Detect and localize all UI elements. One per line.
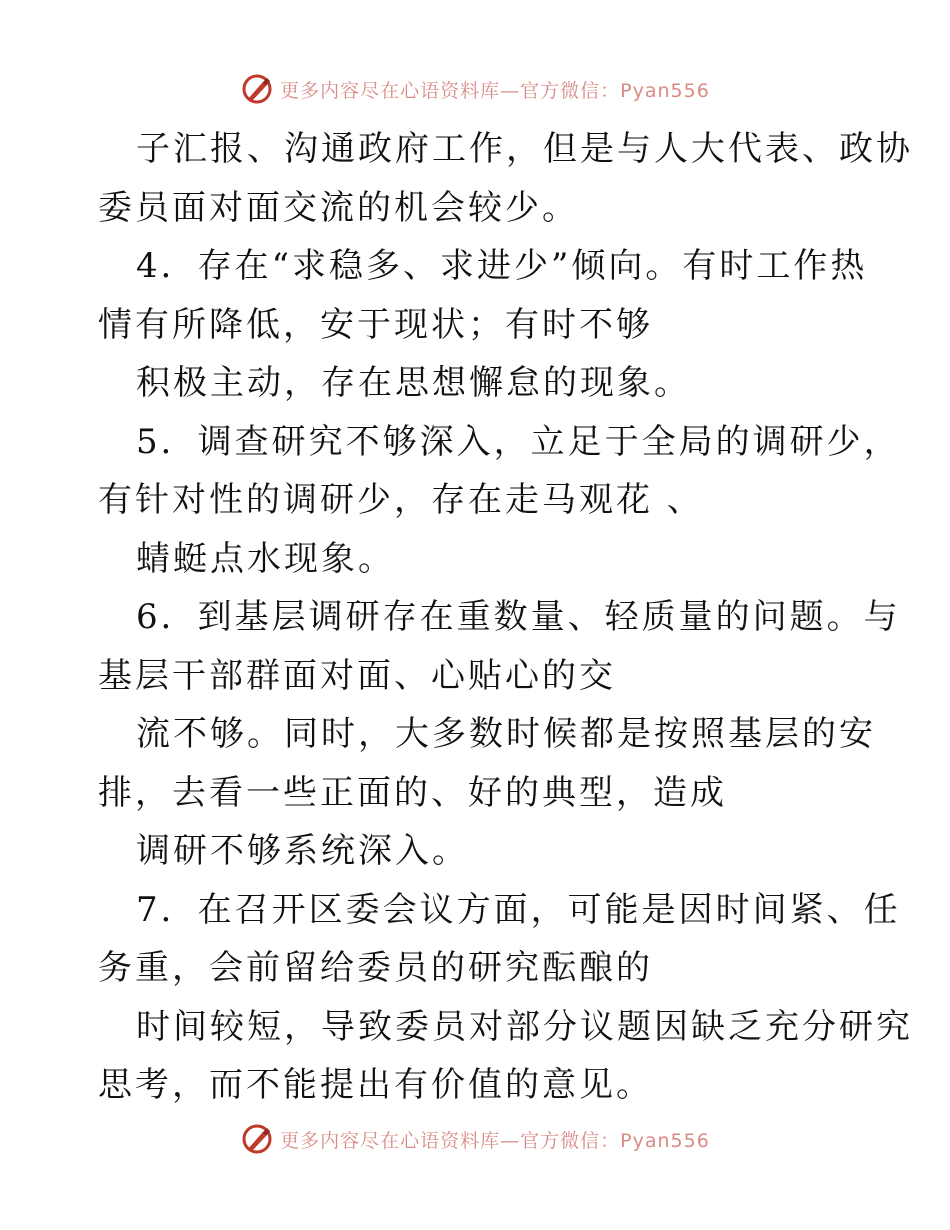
- pen-logo-icon: [240, 1122, 274, 1156]
- text-line: 5．调查研究不够深入，立足于全局的调研少，: [136, 421, 901, 462]
- text-line: 情有所降低，安于现状；有时不够: [98, 304, 653, 345]
- pen-logo-icon: [240, 72, 274, 106]
- watermark-text: 更多内容尽在心语资料库—官方微信：Pyan556: [280, 79, 710, 102]
- text-line: 蜻蜓点水现象。: [136, 538, 395, 579]
- watermark-text: 更多内容尽在心语资料库—官方微信：Pyan556: [280, 1129, 710, 1152]
- text-line: 6．到基层调研存在重数量、轻质量的问题。与: [136, 597, 901, 637]
- text-line: 务重，会前留给委员的研究酝酿的: [98, 948, 653, 988]
- document-body: [98, 120, 913, 1115]
- text-line: 积极主动，存在思想懈怠的现象。: [136, 363, 691, 403]
- text-line: 流不够。同时，大多数时候都是按照基层的安: [136, 714, 876, 754]
- text-line: 排，去看一些正面的、好的典型，造成: [98, 772, 727, 813]
- footer-watermark: [0, 1122, 950, 1156]
- text-line: 基层干部群面对面、心贴心的交: [98, 655, 616, 696]
- text-line: 有针对性的调研少，存在走马观花 、: [98, 480, 704, 520]
- text-line: 调研不够系统深入。: [136, 831, 469, 871]
- text-line: 4．存在“求稳多、求进少”倾向。有时工作热: [136, 246, 868, 286]
- text-line: 委员面对面交流的机会较少。: [98, 187, 579, 228]
- text-line: 时间较短，导致委员对部分议题因缺乏充分研究: [136, 1006, 913, 1047]
- text-line: 思考，而不能提出有价值的意见。: [98, 1065, 653, 1105]
- header-watermark: [0, 72, 950, 106]
- text-line: 子汇报、沟通政府工作，但是与人大代表、政协: [136, 129, 913, 169]
- text-line: 7．在召开区委会议方面，可能是因时间紧、任: [136, 889, 901, 930]
